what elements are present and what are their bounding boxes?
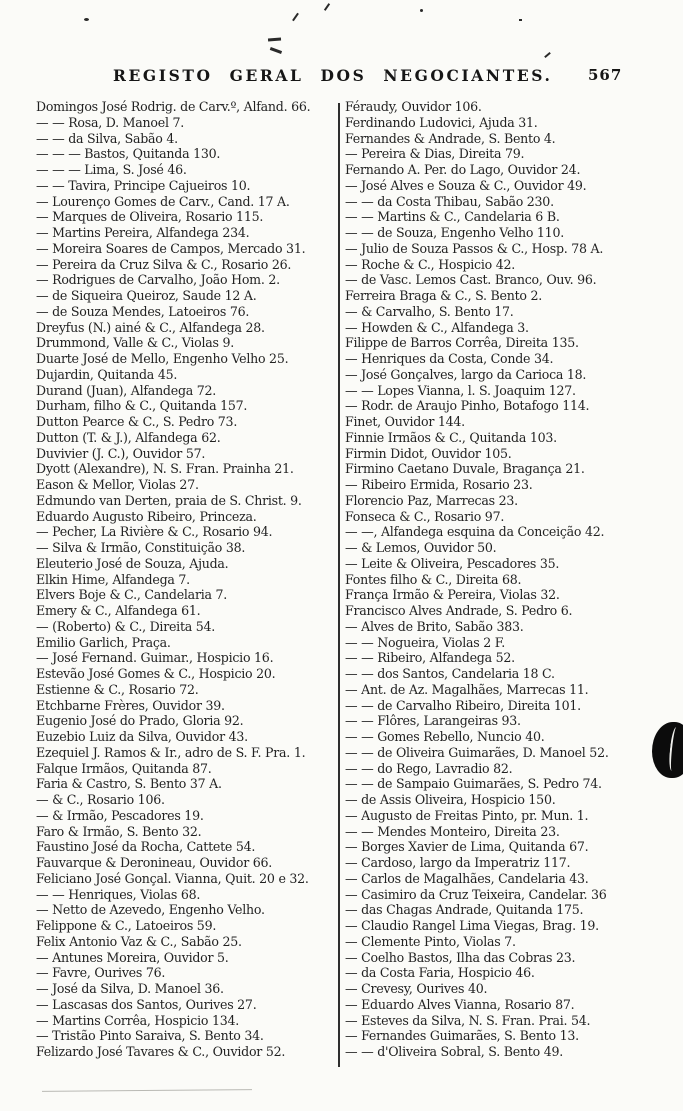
directory-entry: — — do Rego, Lavradio 82. xyxy=(345,760,513,776)
directory-entry: — Marques de Oliveira, Rosario 115. xyxy=(36,209,264,225)
directory-entry: Eugenio José do Prado, Gloria 92. xyxy=(36,713,244,729)
directory-entry: Faria & Castro, S. Bento 37 A. xyxy=(36,776,222,792)
directory-entry: Florencio Paz, Marrecas 23. xyxy=(345,492,518,508)
directory-entry: — Martins Corrêa, Hospicio 134. xyxy=(36,1012,239,1028)
directory-entry: Duarte José de Mello, Engenho Velho 25. xyxy=(36,351,289,366)
directory-entry: — Leite & Oliveira, Pescadores 35. xyxy=(345,555,560,571)
scan-artifact xyxy=(42,1089,252,1092)
directory-entry: Faustino José da Rocha, Cattete 54. xyxy=(36,839,256,855)
directory-entry: Elvers Boje & C., Candelaria 7. xyxy=(36,587,228,603)
scan-artifact xyxy=(84,18,89,21)
directory-entry: Faro & Irmão, S. Bento 32. xyxy=(36,823,202,839)
directory-entry: Estevão José Gomes & C., Hospicio 20. xyxy=(36,666,276,681)
directory-entry: — — da Costa Thibau, Sabão 230. xyxy=(345,193,554,209)
directory-entry: Ezequiel J. Ramos & Ir., adro de S. F. Pra. 1. xyxy=(36,744,306,760)
directory-entry: Dutton (T. & J.), Alfandega 62. xyxy=(36,429,221,445)
directory-entry: — — Flôres, Larangeiras 93. xyxy=(345,713,521,729)
directory-entry: Filippe de Barros Corrêa, Direita 135. xyxy=(345,335,579,351)
directory-entry: — — da Silva, Sabão 4. xyxy=(36,130,178,146)
directory-entry: Falque Irmãos, Quitanda 87. xyxy=(36,760,212,776)
directory-entry: Fonseca & C., Rosario 97. xyxy=(345,508,505,524)
directory-entry: — Coelho Bastos, Ilha das Cobras 23. xyxy=(345,949,576,965)
directory-entry: — Rodrigues de Carvalho, João Hom. 2. xyxy=(36,272,280,288)
directory-entry: — Eduardo Alves Vianna, Rosario 87. xyxy=(345,996,575,1012)
directory-entry: — Clemente Pinto, Violas 7. xyxy=(345,933,516,949)
directory-entry: — — Ribeiro, Alfandega 52. xyxy=(345,650,515,666)
page-header xyxy=(0,66,683,88)
directory-entry: Elkin Hime, Alfandega 7. xyxy=(36,571,190,587)
page-number: 567 xyxy=(588,66,623,84)
directory-entry: — Netto de Azevedo, Engenho Velho. xyxy=(36,902,265,918)
directory-entry: Feliciano José Gonçal. Vianna, Quit. 20 e 32. xyxy=(36,870,309,886)
directory-entry: Fontes filho & C., Direita 68. xyxy=(345,571,522,587)
directory-entry: Fauvarque & Deronineau, Ouvidor 66. xyxy=(36,855,272,870)
directory-entry: — Antunes Moreira, Ouvidor 5. xyxy=(36,949,229,965)
directory-entry: — Carlos de Magalhães, Candelaria 43. xyxy=(345,870,589,886)
directory-entry: — de Assis Oliveira, Hospicio 150. xyxy=(345,792,556,807)
directory-entry: — Casimiro da Cruz Teixeira, Candelar. 36 xyxy=(345,886,607,902)
directory-entry: — — — Lima, S. José 46. xyxy=(36,162,187,177)
directory-entry: — Cardoso, largo da Imperatriz 117. xyxy=(345,855,571,870)
directory-entry: Domingos José Rodrig. de Carv.º, Alfand. 66. xyxy=(36,99,311,114)
directory-entry: — Borges Xavier de Lima, Quitanda 67. xyxy=(345,839,589,855)
directory-entry: — — de Oliveira Guimarães, D. Manoel 52. xyxy=(345,744,609,760)
directory-entry: Etchbarne Frères, Ouvidor 39. xyxy=(36,697,225,713)
directory-entry: — José da Silva, D. Manoel 36. xyxy=(36,981,224,996)
directory-entry: — Esteves da Silva, N. S. Fran. Prai. 54. xyxy=(345,1012,591,1028)
directory-entry: — da Costa Faria, Hospicio 46. xyxy=(345,965,535,981)
directory-entry: Estienne & C., Rosario 72. xyxy=(36,681,199,697)
directory-entry: — — Rosa, D. Manoel 7. xyxy=(36,114,184,130)
directory-entry: — —, Alfandega esquina da Conceição 42. xyxy=(345,524,605,540)
directory-entry: — de Siqueira Queiroz, Saude 12 A. xyxy=(36,288,257,303)
directory-entry: Firmin Didot, Ouvidor 105. xyxy=(345,445,512,461)
left-column xyxy=(36,99,336,1060)
directory-entry: — Claudio Rangel Lima Viegas, Brag. 19. xyxy=(345,918,599,933)
directory-entry: Emilio Garlich, Praça. xyxy=(36,634,171,650)
directory-entry: — — — Bastos, Quitanda 130. xyxy=(36,146,221,162)
directory-entry: — — Tavira, Principe Cajueiros 10. xyxy=(36,177,251,193)
directory-entry: Felix Antonio Vaz & C., Sabão 25. xyxy=(36,933,242,949)
directory-entry: — — Gomes Rebello, Nuncio 40. xyxy=(345,729,545,744)
directory-entry: Eason & Mellor, Violas 27. xyxy=(36,477,199,492)
scan-artifact xyxy=(324,3,330,11)
directory-entry: — de Souza Mendes, Latoeiros 76. xyxy=(36,303,250,319)
directory-entry: Felizardo José Tavares & C., Ouvidor 52. xyxy=(36,1044,286,1059)
directory-entry: — José Fernand. Guimar., Hospicio 16. xyxy=(36,650,274,666)
directory-entry: Ferdinando Ludovici, Ajuda 31. xyxy=(345,114,538,130)
directory-entry: — Pereira & Dias, Direita 79. xyxy=(345,146,525,162)
directory-entry: Dreyfus (N.) ainé & C., Alfandega 28. xyxy=(36,319,265,335)
directory-entry: — Tristão Pinto Saraiva, S. Bento 34. xyxy=(36,1028,264,1044)
ink-smudge-artifact xyxy=(652,722,683,778)
directory-entry: — Lascasas dos Santos, Ourives 27. xyxy=(36,996,257,1012)
directory-entry: — Pecher, La Rivière & C., Rosario 94. xyxy=(36,524,273,540)
directory-entry: Ferreira Braga & C., S. Bento 2. xyxy=(345,288,542,303)
scan-artifact xyxy=(544,52,551,58)
directory-entry: Dutton Pearce & C., S. Pedro 73. xyxy=(36,414,238,429)
directory-entry: Dujardin, Quitanda 45. xyxy=(36,366,178,382)
right-column xyxy=(345,99,677,1060)
directory-entry: — — d'Oliveira Sobral, S. Bento 49. xyxy=(345,1044,563,1059)
directory-entry: — — Mendes Monteiro, Direita 23. xyxy=(345,823,560,839)
directory-entry: — Lourenço Gomes de Carv., Cand. 17 A. xyxy=(36,193,290,209)
directory-entry: Fernandes & Andrade, S. Bento 4. xyxy=(345,130,556,146)
directory-entry: — — de Carvalho Ribeiro, Direita 101. xyxy=(345,697,581,713)
directory-entry: Eduardo Augusto Ribeiro, Princeza. xyxy=(36,508,257,524)
directory-entry: — Pereira da Cruz Silva & C., Rosario 26. xyxy=(36,256,292,272)
directory-entry: Duvivier (J. C.), Ouvidor 57. xyxy=(36,445,206,461)
directory-entry: — Julio de Souza Passos & C., Hosp. 78 A. xyxy=(345,240,604,256)
scan-artifact xyxy=(292,13,299,22)
directory-entry: — Henriques da Costa, Conde 34. xyxy=(345,351,554,366)
directory-entry: — Silva & Irmão, Constituição 38. xyxy=(36,540,246,555)
directory-entry: — Favre, Ourives 76. xyxy=(36,965,166,981)
directory-entry: — — Henriques, Violas 68. xyxy=(36,886,201,902)
directory-entry: — (Roberto) & C., Direita 54. xyxy=(36,618,216,634)
directory-entry: — & Carvalho, S. Bento 17. xyxy=(345,303,514,319)
directory-entry: Firmino Caetano Duvale, Bragança 21. xyxy=(345,461,585,477)
directory-entry: Durham, filho & C., Quitanda 157. xyxy=(36,398,248,414)
directory-entry: Féraudy, Ouvidor 106. xyxy=(345,99,482,114)
directory-entry: — Crevesy, Ourives 40. xyxy=(345,981,488,996)
directory-entry: — — de Souza, Engenho Velho 110. xyxy=(345,225,564,240)
directory-entry: — Ribeiro Ermida, Rosario 23. xyxy=(345,477,533,492)
directory-entry: — — Nogueira, Violas 2 F. xyxy=(345,634,506,650)
scan-artifact xyxy=(519,19,522,21)
directory-entry: Euzebio Luiz da Silva, Ouvidor 43. xyxy=(36,729,248,744)
directory-entry: — Fernandes Guimarães, S. Bento 13. xyxy=(345,1028,579,1044)
directory-entry: — José Gonçalves, largo da Carioca 18. xyxy=(345,366,587,382)
directory-entry: — Moreira Soares de Campos, Mercado 31. xyxy=(36,240,306,256)
directory-entry: — — de Sampaio Guimarães, S. Pedro 74. xyxy=(345,776,602,792)
directory-entry: Drummond, Valle & C., Violas 9. xyxy=(36,335,234,351)
directory-entry: — das Chagas Andrade, Quitanda 175. xyxy=(345,902,584,918)
directory-entry: — Alves de Brito, Sabão 383. xyxy=(345,618,524,634)
directory-entry: — & Irmão, Pescadores 19. xyxy=(36,807,204,823)
directory-entry: — — dos Santos, Candelaria 18 C. xyxy=(345,666,555,681)
directory-entry: Durand (Juan), Alfandega 72. xyxy=(36,382,217,398)
column-divider-rule xyxy=(338,103,340,1067)
directory-entry: — Martins Pereira, Alfandega 234. xyxy=(36,225,250,240)
directory-entry: Dyott (Alexandre), N. S. Fran. Prainha 21. xyxy=(36,461,294,477)
directory-entry: França Irmão & Pereira, Violas 32. xyxy=(345,587,560,603)
directory-entry: Eleuterio José de Souza, Ajuda. xyxy=(36,555,229,571)
directory-entry: — José Alves e Souza & C., Ouvidor 49. xyxy=(345,177,587,193)
directory-entry: Emery & C., Alfandega 61. xyxy=(36,603,201,618)
directory-entry: — & C., Rosario 106. xyxy=(36,792,165,807)
directory-entry: Finnie Irmãos & C., Quitanda 103. xyxy=(345,429,557,445)
scan-artifact xyxy=(420,9,423,12)
directory-entry: — — Martins & C., Candelaria 6 B. xyxy=(345,209,560,225)
directory-entry: Edmundo van Derten, praia de S. Christ. 9. xyxy=(36,492,302,508)
directory-entry: — — Lopes Vianna, l. S. Joaquim 127. xyxy=(345,382,576,398)
scan-artifact xyxy=(268,38,281,41)
directory-entry: Felippone & C., Latoeiros 59. xyxy=(36,918,217,933)
directory-entry: — Roche & C., Hospicio 42. xyxy=(345,256,516,272)
directory-entry: — Augusto de Freitas Pinto, pr. Mun. 1. xyxy=(345,807,589,823)
directory-entry: Francisco Alves Andrade, S. Pedro 6. xyxy=(345,603,573,618)
scan-artifact xyxy=(270,47,282,53)
directory-entry: — Rodr. de Araujo Pinho, Botafogo 114. xyxy=(345,398,590,414)
directory-entry: — & Lemos, Ouvidor 50. xyxy=(345,540,497,555)
directory-entry: Finet, Ouvidor 144. xyxy=(345,414,465,429)
directory-entry: — Howden & C., Alfandega 3. xyxy=(345,319,529,335)
directory-entry: — de Vasc. Lemos Cast. Branco, Ouv. 96. xyxy=(345,272,597,288)
directory-entry: — Ant. de Az. Magalhães, Marrecas 11. xyxy=(345,681,589,697)
page-title: REGISTO GERAL DOS NEGOCIANTES. xyxy=(113,66,553,85)
directory-entry: Fernando A. Per. do Lago, Ouvidor 24. xyxy=(345,162,581,177)
